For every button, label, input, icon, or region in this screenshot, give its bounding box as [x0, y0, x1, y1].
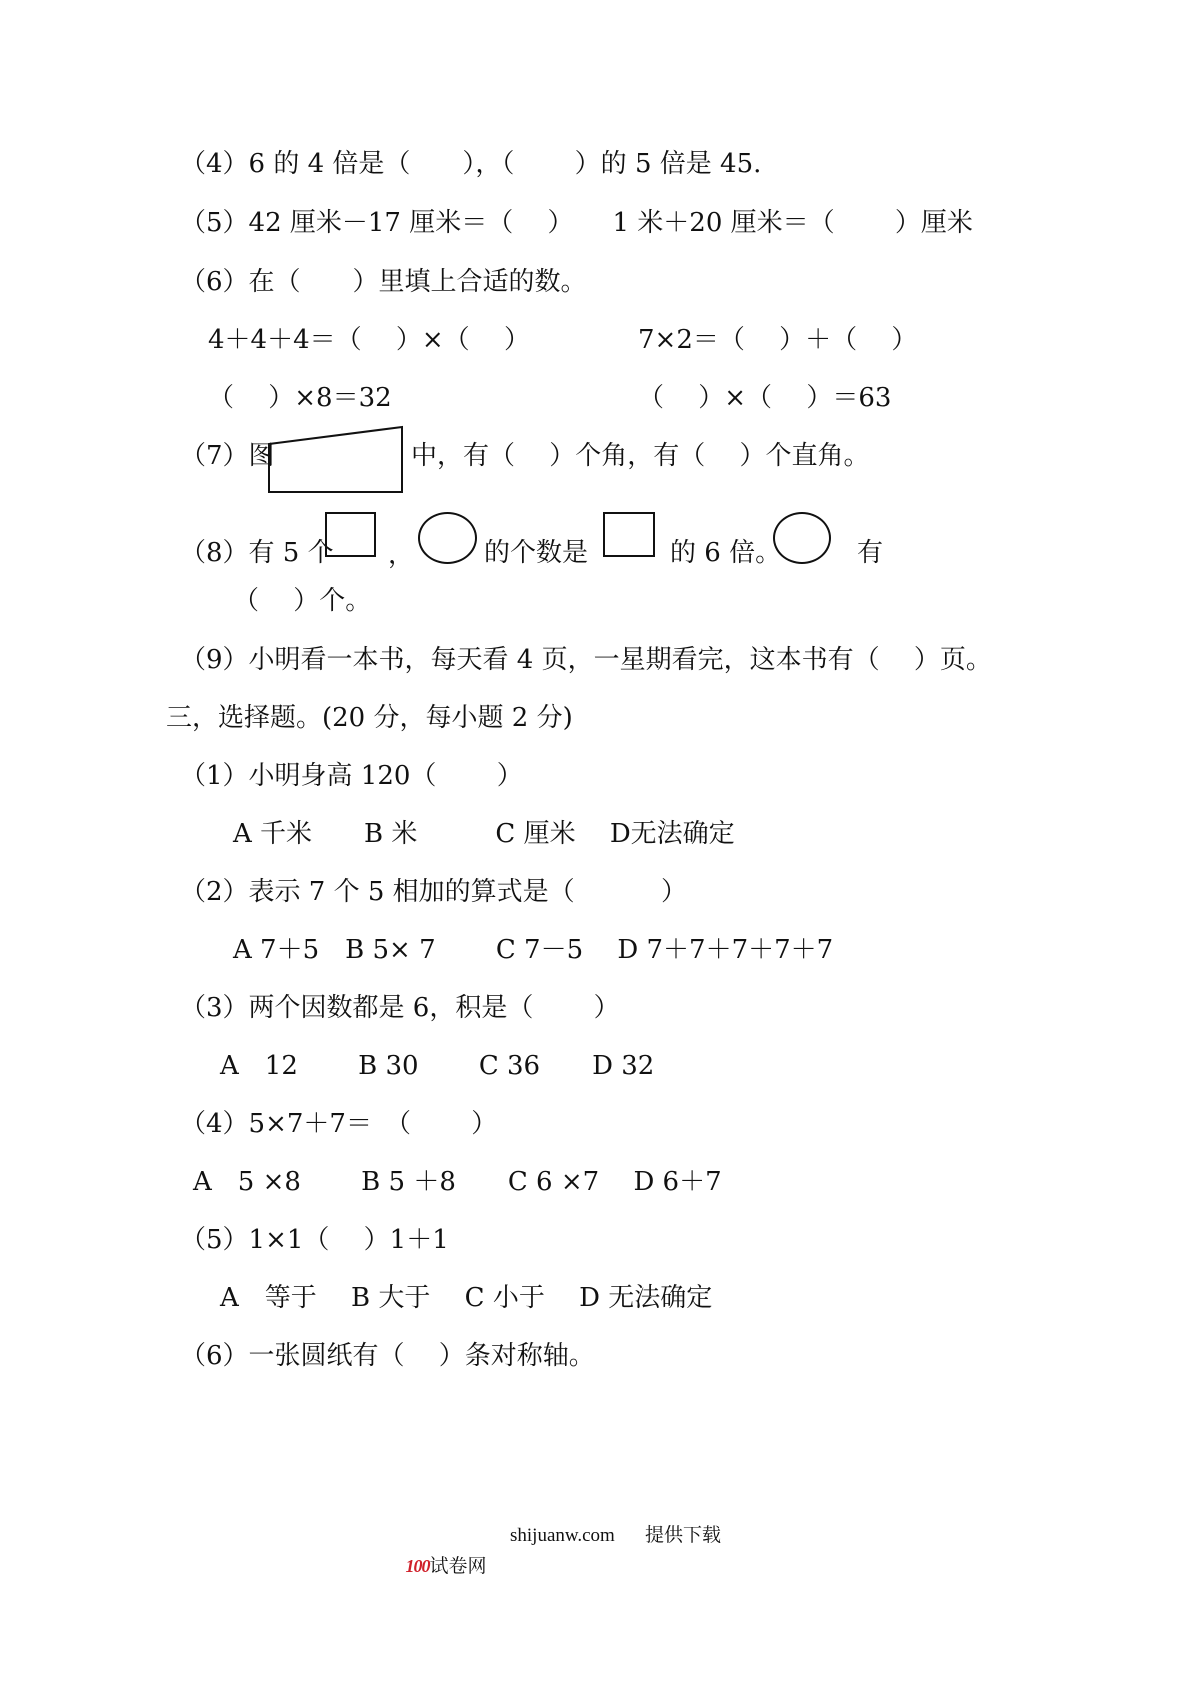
question-5: （5）42 厘米－17 厘米＝（ ） 1 米＋20 厘米＝（ ）厘米 [180, 208, 973, 238]
question-6: （6）在（ ）里填上合适的数。 [180, 267, 587, 297]
choice-question-2-options: A 7＋5 B 5× 7 C 7－5 D 7＋7＋7＋7＋7 [233, 935, 834, 965]
question-8-line-2: （ ）个。 [233, 586, 372, 616]
question-6-equation-c: （ ）×8＝32 [208, 383, 392, 413]
choice-question-3: （3）两个因数都是 6，积是（ ） [180, 993, 620, 1023]
question-6-equation-a: 4＋4＋4＝（ ）×（ ） [208, 325, 530, 355]
circle-icon [773, 512, 831, 564]
circle-icon [418, 512, 477, 564]
choice-question-4-options: A 5 ×8 B 5 ＋8 C 6 ×7 D 6＋7 [193, 1167, 722, 1197]
question-8-prefix: （8）有 5 个 [180, 538, 334, 568]
footer-site: shijuanw.com [510, 1525, 615, 1546]
question-6-equation-b: 7×2＝（ ）＋（ ） [638, 325, 918, 355]
logo-number: 100 [405, 1556, 430, 1576]
question-6-equation-d: （ ）×（ ）＝63 [638, 383, 892, 413]
square-icon [325, 512, 376, 557]
question-8-times: 的 6 倍。 [670, 538, 782, 568]
choice-question-2: （2）表示 7 个 5 相加的算式是（ ） [180, 877, 687, 907]
question-8-has: 有 [857, 538, 884, 568]
section-3-title: 三，选择题。(20 分，每小题 2 分) [166, 703, 573, 733]
square-icon [603, 512, 655, 557]
logo-text: 试卷网 [429, 1556, 487, 1577]
question-7-suffix: 中，有（ ）个角，有（ ）个直角。 [411, 441, 870, 471]
choice-question-5: （5）1×1（ ）1＋1 [180, 1225, 449, 1255]
choice-question-5-options: A 等于 B 大于 C 小于 D 无法确定 [220, 1283, 713, 1313]
choice-question-3-options: A 12 B 30 C 36 D 32 [220, 1051, 655, 1081]
choice-question-1: （1）小明身高 120（ ） [180, 761, 523, 791]
question-9: （9）小明看一本书，每天看 4 页，一星期看完，这本书有（ ）页。 [180, 645, 992, 675]
footer-logo [396, 1521, 487, 1577]
question-8-comma: ， [388, 540, 415, 570]
choice-question-1-options: A 千米 B 米 C 厘米 D无法确定 [233, 819, 735, 849]
question-8-mid: 的个数是 [484, 538, 589, 568]
footer-tagline: 提供下载 [645, 1525, 722, 1546]
question-4: （4）6 的 4 倍是（ ），（ ）的 5 倍是 45. [180, 149, 762, 179]
choice-question-6: （6）一张圆纸有（ ）条对称轴。 [180, 1341, 595, 1371]
choice-question-4: （4）5×7＋7＝ （ ） [180, 1109, 498, 1139]
question-7-prefix: （7）图 [180, 441, 275, 471]
trapezoid-figure [266, 424, 406, 496]
